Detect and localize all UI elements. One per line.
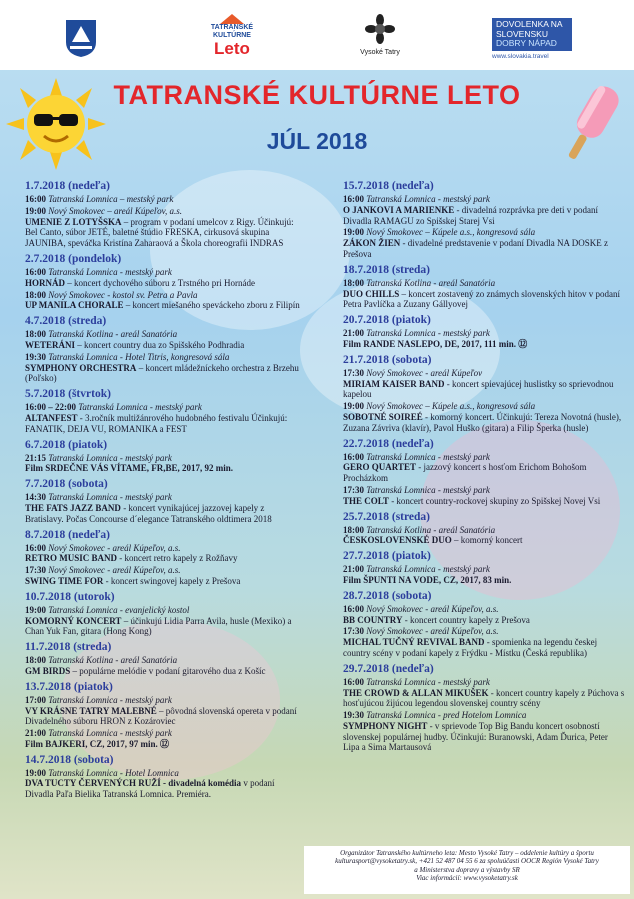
event-item: 19:00 Nový Smokovec – Kúpele a.s., kongresová sála SOBOTNÉ SOIREÉ - komorný koncert. Účinkujú: Tereza Novotná (husle), Zuzana Závriva (klavír), Pavol Huško (gitara) a Filip Šperka (husle) [343, 401, 622, 433]
footer-line: a Ministerstva dopravy a výstavby SR [414, 865, 520, 874]
day-entry [25, 478, 303, 524]
event-item: 17:30 Nový Smokovec - areál Kúpeľov MIRIAM KAISER BAND - koncert spievajúcej huslistky so sprievodnou kapelou [343, 367, 614, 400]
event-item: 19:00 Nový Smokovec – Kúpele a.s., kongresová sála ZÁKON ŽIEN - divadelné predstavenie v podaní Divadla NA DOSKE z Prešova [343, 227, 608, 259]
day-date: 8.7.2018 (nedeľa) [25, 528, 110, 541]
day-entry [343, 314, 625, 350]
day-entry [25, 180, 303, 249]
event-item: 18:00 Tatranská Kotlina - areál Sanatória WETERÁNI – koncert country dua zo Spišského Podhradia [25, 329, 245, 350]
day-date: 22.7.2018 (nedeľa) [343, 437, 434, 450]
edelweiss-icon [365, 14, 395, 44]
day-entry [343, 264, 625, 310]
day-entry [343, 511, 625, 547]
page-subtitle: JÚL 2018 [266, 128, 368, 154]
event-item: 16:00 Tatranská Lomnica - mestský park GERO QUARTET - jazzový koncert s hosťom Erichom Bohošom Procházkom [343, 451, 587, 484]
day-date: 14.7.2018 (sobota) [25, 753, 114, 766]
day-entry [343, 180, 625, 260]
event-item: 21:00 Tatranská Lomnica - mestský park Film BAJKERI, CZ, 2017, 97 min. ⑫ [25, 728, 172, 749]
day-date: 25.7.2018 (streda) [343, 510, 430, 523]
day-entry [343, 550, 625, 586]
event-item: 21:00 Tatranská Lomnica - mestský park Film RANDE NASLEPO, DE, 2017, 111 min. ⑫ [343, 328, 528, 349]
sun-with-sunglasses-icon [6, 78, 106, 170]
event-item: 16:00 Tatranská Lomnica – mestský park [25, 194, 174, 204]
town-crest-icon [64, 18, 98, 58]
event-item: 16:00 Tatranská Lomnica - mestský park THE CROWD & ALLAN MIKUŠEK - koncert country kapely z Púchova s hosťujúcou žijúcou legendou slovenskej country scény [343, 676, 625, 709]
event-item: 16:00 Nový Smokovec - areál Kúpeľov, a.s. RETRO MUSIC BAND - koncert retro kapely z Rožňavy [25, 542, 238, 564]
event-item: 21:00 Tatranská Lomnica - mestský park Film ŠPUNTI NA VODE, CZ, 2017, 83 min. [343, 564, 512, 585]
popsicle-icon [552, 80, 624, 170]
event-item: 18:00 Tatranská Kotlina - areál Sanatória GM BIRDS – populárne melódie v podaní gitarového dua z Košíc [25, 655, 266, 676]
footer-line: Organizátor Tatranského kultúrneho leta: Mesto Vysoké Tatry – oddelenie kultúry a športu [340, 849, 594, 857]
day-date: 29.7.2018 (nedeľa) [343, 662, 434, 675]
footer-line: kulturasport@vysoketatry.sk, +421 52 487 04 55 6 za spoluúčasti OOCR Región Vysoké Tatry [335, 857, 599, 866]
day-entry [343, 354, 625, 434]
logo-bar [0, 0, 634, 70]
day-date: 20.7.2018 (piatok) [343, 314, 431, 327]
day-entry [25, 315, 303, 384]
event-item: 14:30 Tatranská Lomnica - mestský park THE FATS JAZZ BAND - koncert vynikajúcej jazzovej kapely z Bratislavy. Počas Concourse d´elegance Tatranského oldtimera 2018 [25, 492, 272, 524]
day-entry [343, 590, 625, 659]
left-schedule-column [25, 176, 303, 800]
day-date: 4.7.2018 (streda) [25, 315, 107, 328]
day-date: 5.7.2018 (štvrtok) [25, 388, 111, 401]
day-date: 1.7.2018 (nedeľa) [25, 180, 110, 192]
day-entry [343, 438, 625, 507]
day-date: 7.7.2018 (sobota) [25, 478, 108, 491]
page-title: TATRANSKÉ KULTÚRNE LETO [113, 80, 521, 110]
event-item: 16:00 Nový Smokovec - areál Kúpeľov, a.s. BB COUNTRY - koncert country kapely z Prešova [343, 603, 530, 625]
day-date: 13.7.2018 (piatok) [25, 680, 113, 693]
day-date: 21.7.2018 (sobota) [343, 353, 432, 366]
day-date: 2.7.2018 (pondelok) [25, 252, 122, 265]
event-item: 17:30 Tatranská Lomnica - mestský park THE COLT - koncert country-rockovej skupiny zo Spišskej Novej Vsi [343, 484, 601, 506]
event-item: 21:15 Tatranská Lomnica - mestský park Film SRDEČNE VÁS VÍTAME, FR,BE, 2017, 92 min. [25, 452, 234, 474]
event-item: 18:00 Tatranská Kotlina - areál Sanatória DUO CHILLS – koncert zostavený zo známych slovenských hitov v podaní Petra Pavlíčka a Zuzany Gállyovej [343, 277, 620, 310]
event-item: 17:00 Tatranská Lomnica - mestský park VY KRÁSNE TATRY MALEBNÉ – pôvodná slovenská opereta v podaní Divadelného súboru HRON z Kozároviec [25, 694, 297, 727]
event-item: 16:00 – 22:00 Tatranská Lomnica - mestský park ALTANFEST - 3.ročník multižánrového hudobného festivalu Účinkujú: FANATIK, DEJA VU, ROMANIKA a FEST [25, 402, 288, 434]
day-entry [25, 754, 303, 800]
event-item: 19:00 Tatranská Lomnica - evanjelický kostol KOMORNÝ KONCERT – účinkujú Lidia Parra Avila, husle (Mexiko) a Chan Yuk Fan, gitara (Hong Kong) [25, 604, 292, 637]
event-item: 16:00 Tatranská Lomnica - mestský park O JANKOVI A MARIENKE - divadelná rozprávka pre deti v podaní Divadla RAMAGU zo Spišskej Starej Vsi [343, 194, 598, 226]
day-date: 27.7.2018 (piatok) [343, 550, 431, 563]
day-entry [25, 253, 303, 311]
organizer-footer [304, 846, 630, 894]
footer-line: Viac informácií: www.vysoketatry.sk [416, 874, 518, 883]
vysoke-tatry-logo: Vysoké Tatry [350, 14, 410, 56]
event-item: 19:00 Nový Smokovec – areál Kúpeľov, a.s. UMENIE Z LOTYŠSKA – program v podaní umelcov z Rigy. Účinkujú: Bel Canto, súbor JETÉ, baletné štúdio FRESKA, cirkusová skupina JAUNIBA, speváčka Kristína Zaharaová a Škola choreografii INDRAS [25, 205, 294, 249]
day-entry [25, 439, 303, 475]
day-entry [25, 529, 303, 587]
day-date: 10.7.2018 (utorok) [25, 590, 115, 603]
day-date: 15.7.2018 (nedeľa) [343, 180, 434, 192]
day-date: 6.7.2018 (piatok) [25, 438, 108, 451]
day-date: 11.7.2018 (streda) [25, 641, 112, 654]
day-date: 28.7.2018 (sobota) [343, 589, 432, 602]
day-date: 18.7.2018 (streda) [343, 263, 430, 276]
event-item: 18:00 Nový Smokovec - kostol sv. Petra a Pavla UP MANILA CHORALE – koncert miešaného speváckeho zboru z Filipín [25, 289, 300, 311]
dovolenka-na-slovensku-logo: DOVOLENKA NA SLOVENSKU DOBRY NÁPAD www.slovakia.travel [492, 18, 572, 60]
day-entry [25, 591, 303, 637]
event-item: 19:30 Tatranská Lomnica - Hotel Titris, kongresová sála SYMPHONY ORCHESTRA – koncert mládežníckeho orchestra z Brzehu (Poľsko) [25, 351, 299, 384]
event-item: 19:30 Tatranská Lomnica - pred Hotelom Lomnica SYMPHONY NIGHT - v sprievode Top Big Bandu koncert osobností slovenskej populárnej hudby. Účinkujú: Buranowski, Adam Ďurica, Peter Lipa a Sima Martausová [343, 710, 608, 753]
day-entry [25, 681, 303, 750]
event-item: 17:30 Nový Smokovec - areál Kúpeľov, a.s. MICHAL TUČNÝ REVIVAL BAND - spomienka na legendu českej country scény v podaní kapely z Frýdku - Místku (Česká republika) [343, 626, 598, 658]
event-item: 17:30 Nový Smokovec - areál Kúpeľov, a.s. SWING TIME FOR - koncert swingovej kapely z Prešova [25, 565, 241, 586]
right-schedule-column [343, 176, 625, 753]
day-entry [25, 641, 303, 677]
event-item: 16:00 Tatranská Lomnica - mestský park HORNÁD – koncert dychového súboru z Trstného pri Hornáde [25, 266, 255, 288]
event-item: 18:00 Tatranská Kotlina - areál Sanatória ČESKOSLOVENSKÉ DUO – komorný koncert [343, 524, 523, 546]
day-entry [343, 663, 625, 754]
tatranske-leto-logo: TATRANSKÉ KULTÚRNE Leto [198, 14, 266, 58]
event-item: 19:00 Tatranská Lomnica - Hotel Lomnica DVA TUCTY ČERVENÝCH RUŽÍ - divadelná komédia v podaní Divadla Paľa Bielika Tatranská Lomnica. Premiéra. [25, 767, 275, 800]
day-entry [25, 388, 303, 434]
